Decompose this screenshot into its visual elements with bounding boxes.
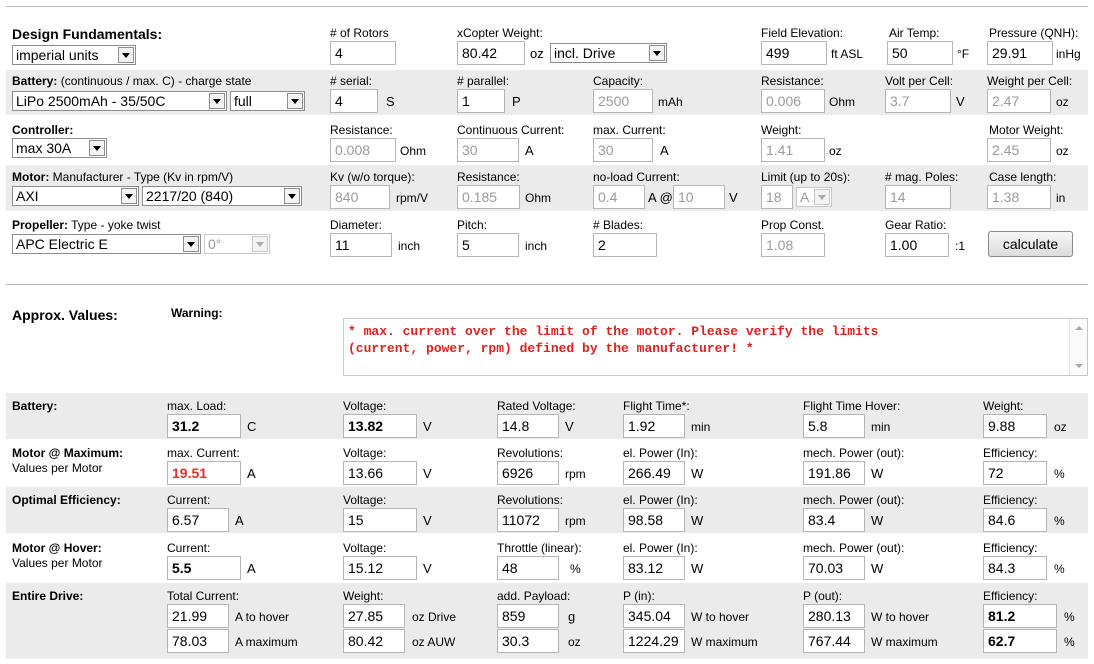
optimal-eff-label: Efficiency: [983, 493, 1038, 507]
entire-drive-title: Entire Drive: [12, 589, 84, 603]
total-current-max-value: 78.03 [167, 629, 229, 653]
motor-max-rev-value: 6926 [497, 461, 559, 485]
continuous-current-input[interactable]: 30 [457, 138, 519, 162]
capacity-unit: mAh [658, 95, 683, 109]
battery-weight-label: Weight: [983, 399, 1024, 413]
propeller-type-value: APC Electric E [16, 236, 108, 252]
hover-pout-label: mech. Power (out): [803, 541, 905, 555]
hover-eff-label: Efficiency: [983, 541, 1038, 555]
elevation-label: Field Elevation: [761, 26, 844, 40]
parallel-unit: P [512, 94, 521, 109]
parallel-label: # parallel: [457, 74, 510, 88]
drive-pout-hover-unit: W to hover [871, 610, 930, 624]
motor-title-note: Manufacturer - Type (Kv in rpm/V) [52, 170, 234, 184]
drive-eff-max-unit: % [1064, 635, 1075, 649]
motor-max-pout-unit: W [871, 466, 884, 481]
hover-subtitle: Values per Motor [12, 556, 103, 570]
gear-ratio-unit: :1 [955, 239, 966, 253]
drive-pout-max-unit: W maximum [871, 635, 938, 649]
optimal-rev-label: Revolutions: [497, 493, 564, 507]
controller-max-current-unit: A [660, 143, 669, 158]
drive-weight-value: 27.85 [343, 604, 405, 628]
top-divider [6, 6, 1088, 7]
diameter-label: Diameter: [330, 218, 383, 232]
throttle-value: 48 [497, 556, 559, 580]
limit-unit-value: A [800, 189, 810, 205]
max-load-label: max. Load: [167, 399, 227, 413]
continuous-current-unit: A [525, 143, 534, 158]
motor-max-pin-unit: W [691, 466, 704, 481]
result-battery-row [6, 393, 1088, 439]
weight-unit: oz [530, 46, 544, 61]
motor-max-current-label: max. Current: [167, 446, 240, 460]
hover-pin-value: 83.12 [623, 556, 685, 580]
design-row [6, 24, 1088, 70]
optimal-rev-value: 11072 [497, 508, 559, 532]
controller-title: Controller: [12, 123, 74, 137]
hover-voltage-value: 15.12 [343, 556, 417, 580]
gear-ratio-input[interactable]: 1.00 [885, 233, 949, 257]
optimal-title: Optimal Efficiency: [12, 493, 121, 507]
chevron-down-icon [183, 236, 199, 252]
battery-config-title [12, 74, 251, 88]
serial-label: # serial: [330, 74, 373, 88]
chevron-down-icon [284, 188, 300, 204]
pressure-unit: inHg [1056, 47, 1081, 61]
pitch-input[interactable]: 5 [457, 233, 519, 257]
scroll-up-icon [1075, 326, 1083, 330]
pressure-label: Pressure (QNH): [989, 26, 1079, 40]
weight-label: xCopter Weight: [457, 26, 543, 40]
kv-input[interactable]: 840 [330, 185, 390, 209]
hover-eff-value: 84.3 [983, 556, 1047, 580]
motor-max-rev-unit: rpm [565, 467, 586, 481]
drive-pout-label: P (out): [803, 589, 843, 603]
motor-weight-input[interactable]: 2.45 [987, 138, 1051, 162]
hover-current-label: Current: [167, 541, 211, 555]
motor-max-pout-label: mech. Power (out): [803, 446, 905, 460]
optimal-eff-unit: % [1054, 514, 1065, 528]
rotors-input[interactable]: 4 [330, 41, 396, 65]
flight-time-unit: min [691, 420, 711, 434]
total-current-hover-value: 21.99 [167, 604, 229, 628]
controller-resistance-label: Resistance: [330, 123, 393, 137]
flight-time-hover-unit: min [871, 420, 891, 434]
payload-label: add. Payload: [497, 589, 571, 603]
pitch-label: Pitch: [457, 218, 488, 232]
throttle-unit: % [570, 562, 581, 576]
drive-weight-label: Weight: [343, 589, 384, 603]
drive-pin-label: P (in): [623, 589, 655, 603]
serial-unit: S [386, 94, 395, 109]
chevron-down-icon [118, 47, 134, 63]
air-temp-unit: °F [957, 47, 970, 61]
optimal-pin-label: el. Power (In): [623, 493, 698, 507]
motor-manufacturer-select[interactable] [12, 186, 139, 206]
battery-weight-unit: oz [1054, 420, 1067, 434]
charge-state-value: full [234, 93, 252, 109]
weight-input[interactable]: 80.42 [457, 41, 525, 65]
drive-pout-hover-value: 280.13 [803, 604, 865, 628]
kv-label: Kv (w/o torque): [330, 170, 415, 184]
optimal-rev-unit: rpm [565, 514, 586, 528]
serial-input[interactable]: 4 [330, 89, 378, 113]
elevation-input[interactable]: 499 [761, 41, 827, 65]
controller-weight-input[interactable]: 1.41 [761, 138, 825, 162]
controller-resistance-input[interactable]: 0.008 [330, 138, 396, 162]
no-load-voltage-input[interactable]: 10 [673, 185, 725, 209]
gear-ratio-label: Gear Ratio: [885, 218, 947, 232]
warning-textarea[interactable] [343, 318, 1088, 376]
drive-pin-hover-value: 345.04 [623, 604, 685, 628]
motor-max-subtitle: Values per Motor [12, 461, 103, 475]
total-current-label: Total Current: [167, 589, 240, 603]
optimal-eff-value: 84.6 [983, 508, 1047, 532]
motor-max-title: Motor @ Maximum: [12, 446, 124, 460]
motor-type-select[interactable] [142, 186, 302, 206]
propeller-row [6, 212, 1088, 262]
motor-max-pout-value: 191.86 [803, 461, 865, 485]
battery-weight-value: 9.88 [983, 414, 1047, 438]
hover-pin-unit: W [691, 561, 704, 576]
kv-unit: rpm/V [396, 191, 429, 205]
air-temp-input[interactable]: 50 [887, 41, 953, 65]
case-length-label: Case length: [989, 170, 1057, 184]
controller-max-current-input[interactable]: 30 [593, 138, 653, 162]
rated-voltage-label: Rated Voltage: [497, 399, 576, 413]
battery-voltage-unit: V [423, 419, 432, 434]
blades-input[interactable]: 2 [593, 233, 657, 257]
battery-voltage-value: 13.82 [343, 414, 417, 438]
propeller-title-note: Type - yoke twist [71, 218, 161, 232]
motor-max-pin-value: 266.49 [623, 461, 685, 485]
no-load-current-input[interactable]: 0.4 [593, 185, 645, 209]
motor-max-pin-label: el. Power (In): [623, 446, 698, 460]
motor-weight-unit: oz [1056, 144, 1069, 158]
capacity-input[interactable]: 2500 [593, 89, 653, 113]
result-battery-title: Battery: [12, 399, 58, 413]
battery-title-bold: Battery: [12, 74, 58, 88]
hover-pin-label: el. Power (In): [623, 541, 698, 555]
drive-eff-hover-unit: % [1064, 610, 1075, 624]
parallel-input[interactable]: 1 [457, 89, 505, 113]
hover-current-value: 5.5 [167, 556, 241, 580]
no-load-current-label: no-load Current: [593, 170, 680, 184]
volt-per-cell-unit: V [956, 94, 965, 109]
max-load-unit: C [247, 419, 257, 434]
drive-eff-label: Efficiency: [983, 589, 1038, 603]
chevron-down-icon [89, 140, 105, 156]
battery-voltage-label: Voltage: [343, 399, 387, 413]
weight-per-cell-label: Weight per Cell: [987, 74, 1073, 88]
prop-const-label: Prop Const. [761, 218, 825, 232]
mag-poles-label: # mag. Poles: [885, 170, 959, 184]
flight-time-hover-label: Flight Time Hover: [803, 399, 901, 413]
controller-weight-label: Weight: [761, 123, 802, 137]
auw-weight-value: 80.42 [343, 629, 405, 653]
result-entire-drive-row [6, 583, 1088, 659]
yoke-twist-select[interactable] [204, 234, 270, 254]
motor-title-bold: Motor: [12, 170, 50, 184]
hover-current-unit: A [247, 561, 256, 576]
optimal-pout-unit: W [871, 513, 884, 528]
battery-resistance-label: Resistance: [761, 74, 824, 88]
pressure-input[interactable]: 29.91 [987, 41, 1053, 65]
capacity-label: Capacity: [593, 74, 644, 88]
case-length-unit: in [1056, 191, 1066, 205]
design-title: Design Fundamentals: [12, 26, 163, 42]
volt-per-cell-label: Volt per Cell: [885, 74, 954, 88]
calculate-button[interactable]: calculate [988, 231, 1073, 257]
no-load-voltage-unit: V [729, 190, 738, 205]
rated-voltage-unit: V [565, 419, 574, 434]
units-select[interactable] [12, 45, 136, 65]
hover-eff-unit: % [1054, 562, 1065, 576]
motor-config-title [12, 170, 233, 184]
motor-max-voltage-unit: V [423, 466, 432, 481]
pitch-unit: inch [525, 239, 548, 253]
optimal-pout-label: mech. Power (out): [803, 493, 905, 507]
result-optimal-row [6, 487, 1088, 533]
optimal-pin-unit: W [691, 513, 704, 528]
controller-type-value: max 30A [16, 140, 72, 156]
limit-input[interactable]: 18 [761, 185, 793, 209]
payload-oz-unit: oz [568, 635, 581, 649]
optimal-current-value: 6.57 [167, 508, 229, 532]
charge-state-select[interactable] [230, 91, 305, 111]
motor-max-eff-unit: % [1054, 467, 1065, 481]
limit-unit-select[interactable] [796, 187, 832, 207]
drive-pin-max-value: 1224.29 [623, 629, 685, 653]
hover-voltage-unit: V [423, 561, 432, 576]
motor-resistance-label: Resistance: [457, 170, 520, 184]
payload-oz-value: 30.3 [497, 629, 559, 653]
chevron-down-icon [252, 236, 268, 252]
payload-g-value: 859 [497, 604, 559, 628]
case-length-input[interactable]: 1.38 [987, 185, 1051, 209]
drive-weight-unit: oz Drive [412, 610, 457, 624]
motor-max-eff-value: 72 [983, 461, 1047, 485]
propeller-title [12, 218, 161, 232]
motor-resistance-input[interactable]: 0.185 [457, 185, 520, 209]
weight-per-cell-unit: oz [1056, 95, 1069, 109]
optimal-voltage-label: Voltage: [343, 493, 387, 507]
motor-max-voltage-label: Voltage: [343, 446, 387, 460]
optimal-voltage-unit: V [423, 513, 432, 528]
flight-time-hover-value: 5.8 [803, 414, 865, 438]
motor-resistance-unit: Ohm [525, 191, 552, 205]
rotors-label: # of Rotors [330, 26, 389, 40]
motor-max-current-unit: A [247, 466, 256, 481]
payload-g-unit: g [568, 609, 576, 624]
max-load-value: 31.2 [167, 414, 241, 438]
approx-values-title: Approx. Values: [12, 307, 118, 323]
chevron-down-icon [287, 93, 303, 109]
battery-type-value: LiPo 2500mAh - 35/50C [16, 93, 166, 109]
limit-label: Limit (up to 20s): [761, 170, 851, 184]
scroll-down-icon [1075, 364, 1083, 368]
controller-resistance-unit: Ohm [400, 144, 427, 158]
optimal-current-label: Current: [167, 493, 211, 507]
drive-pin-hover-unit: W to hover [691, 610, 750, 624]
total-current-hover-unit: A to hover [235, 610, 290, 624]
battery-title-note: (continuous / max. C) - charge state [60, 74, 252, 88]
hover-pout-unit: W [871, 561, 884, 576]
blades-label: # Blades: [593, 218, 644, 232]
rated-voltage-value: 14.8 [497, 414, 559, 438]
elevation-unit: ft ASL [831, 47, 864, 61]
motor-max-rev-label: Revolutions: [497, 446, 564, 460]
drive-eff-max-value: 62.7 [983, 629, 1057, 653]
result-motor-max-row [6, 440, 1088, 486]
drive-pout-max-value: 767.44 [803, 629, 865, 653]
flight-time-value: 1.92 [623, 414, 685, 438]
motor-config-row [6, 165, 1088, 211]
air-temp-label: Air Temp: [889, 26, 940, 40]
prop-const-input[interactable]: 1.08 [761, 233, 825, 257]
controller-weight-unit: oz [829, 144, 842, 158]
battery-config-row [6, 70, 1088, 115]
diameter-unit: inch [398, 239, 421, 253]
optimal-pout-value: 83.4 [803, 508, 865, 532]
drive-eff-hover-value: 81.2 [983, 604, 1057, 628]
hover-title: Motor @ Hover: [12, 541, 102, 555]
throttle-label: Throttle (linear): [497, 541, 582, 555]
chevron-down-icon [209, 93, 225, 109]
yoke-twist-value: 0° [208, 236, 222, 252]
optimal-current-unit: A [235, 513, 244, 528]
motor-type-value: 2217/20 (840) [146, 188, 234, 204]
total-current-max-unit: A maximum [235, 635, 298, 649]
drive-pin-max-unit: W maximum [691, 635, 758, 649]
hover-pout-value: 70.03 [803, 556, 865, 580]
warning-text: * max. current over the limit of the motor. Please verify the limits (current, power, rpm) defined by the manufacturer! * [348, 324, 879, 356]
controller-row [6, 118, 1088, 164]
battery-resistance-input[interactable]: 0.006 [761, 89, 825, 113]
no-load-current-unit: A @ [648, 190, 673, 205]
propeller-title-bold: Propeller: [12, 218, 69, 232]
warning-label: Warning: [171, 306, 223, 320]
motor-weight-label: Motor Weight: [989, 123, 1064, 137]
battery-type-select[interactable] [12, 91, 227, 111]
diameter-input[interactable]: 11 [330, 233, 392, 257]
optimal-pin-value: 98.58 [623, 508, 685, 532]
battery-resistance-unit: Ohm [829, 95, 856, 109]
chevron-down-icon [121, 188, 137, 204]
warning-scrollbar[interactable] [1069, 319, 1087, 375]
result-hover-row [6, 535, 1088, 581]
approx-values-row [6, 298, 1088, 388]
motor-max-voltage-value: 13.66 [343, 461, 417, 485]
auw-weight-unit: oz AUW [412, 635, 456, 649]
continuous-current-label: Continuous Current: [457, 123, 565, 137]
units-value: imperial units [16, 47, 99, 63]
chevron-down-icon [649, 45, 665, 61]
volt-per-cell-input[interactable]: 3.7 [885, 89, 951, 113]
weight-per-cell-input[interactable]: 2.47 [987, 89, 1051, 113]
motor-manufacturer-value: AXI [16, 188, 39, 204]
propeller-type-select[interactable] [12, 234, 201, 254]
chevron-down-icon [814, 189, 830, 205]
weight-mode-value: incl. Drive [554, 45, 616, 61]
hover-voltage-label: Voltage: [343, 541, 387, 555]
motor-max-current-value: 19.51 [167, 461, 241, 485]
optimal-voltage-value: 15 [343, 508, 417, 532]
flight-time-label: Flight Time*: [623, 399, 690, 413]
section-divider [6, 284, 1088, 285]
controller-max-current-label: max. Current: [593, 123, 666, 137]
motor-max-eff-label: Efficiency: [983, 446, 1038, 460]
controller-type-select[interactable] [12, 138, 107, 158]
mag-poles-input[interactable]: 14 [885, 185, 951, 209]
weight-mode-select[interactable] [550, 43, 667, 63]
